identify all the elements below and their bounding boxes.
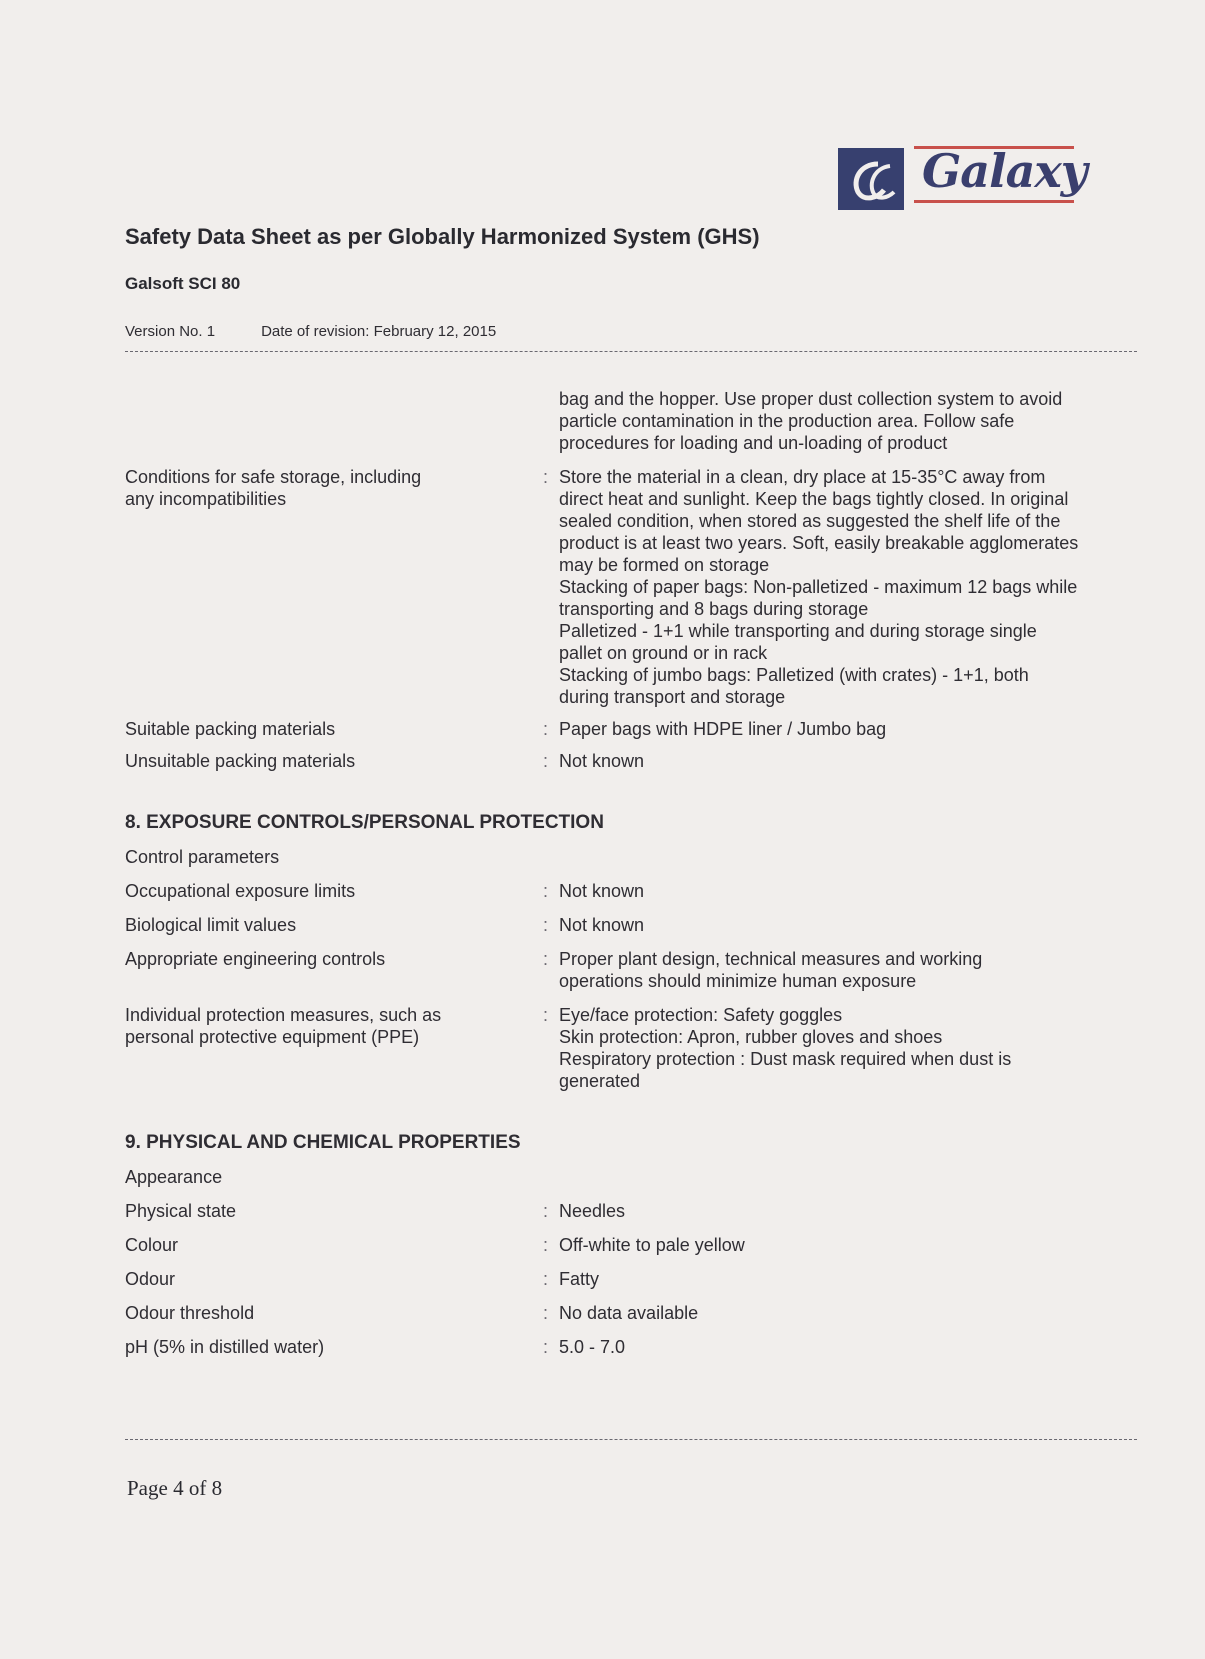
colon-separator: : (543, 1005, 549, 1025)
document-body (125, 388, 1137, 1358)
colon-separator: : (543, 881, 549, 901)
ph-label: pH (5% in distilled water) (125, 1337, 325, 1357)
engineering-controls-value: Proper plant design, technical measures and working operations should minimize human exposure (559, 949, 983, 991)
colon-separator: : (543, 915, 549, 935)
ppe-row (125, 1004, 1137, 1092)
appearance-label: Appearance (125, 1167, 223, 1187)
appearance-row (125, 1166, 1137, 1188)
colour-row (125, 1234, 1137, 1256)
colon-separator: : (543, 1235, 549, 1255)
odour-row (125, 1268, 1137, 1290)
product-name: Galsoft SCI 80 (125, 274, 241, 293)
footer-divider (125, 1439, 1137, 1440)
physical-state-label: Physical state (125, 1201, 237, 1221)
physical-state-value: Needles (559, 1201, 626, 1221)
header-divider (125, 351, 1137, 352)
physical-state-row (125, 1200, 1137, 1222)
colon-separator: : (543, 1269, 549, 1289)
control-parameters-row (125, 846, 1137, 868)
unsuitable-packing-row (125, 750, 1137, 772)
exposure-limits-label: Occupational exposure limits (125, 881, 356, 901)
storage-row (125, 466, 1137, 708)
exposure-limits-row (125, 880, 1137, 902)
exposure-limits-value: Not known (559, 881, 645, 901)
engineering-controls-row (125, 948, 1137, 992)
ppe-label: Individual protection measures, such as personal protective equipment (PPE) (125, 1005, 442, 1047)
ph-value: 5.0 - 7.0 (559, 1337, 626, 1357)
section-8-heading: 8. EXPOSURE CONTROLS/PERSONAL PROTECTION (125, 812, 604, 833)
suitable-packing-row (125, 718, 1137, 740)
page-title: Safety Data Sheet as per Globally Harmonized System (GHS) (125, 224, 760, 249)
galaxy-logo (838, 140, 1087, 224)
ppe-value: Eye/face protection: Safety goggles Skin protection: Apron, rubber gloves and shoes Respiratory protection : Dust mask required when dust is generated (559, 1005, 1012, 1091)
control-parameters-label: Control parameters (125, 847, 280, 867)
odour-value: Fatty (559, 1269, 600, 1289)
colon-separator: : (543, 467, 549, 487)
colon-separator: : (543, 949, 549, 969)
colon-separator: : (543, 751, 549, 771)
continuation-text: bag and the hopper. Use proper dust collection system to avoid particle contamination in the production area. Follow safe procedures for loading and un-loading of product (559, 389, 1063, 453)
galaxy-logo-word: Galaxy (922, 144, 1087, 198)
section-9-heading: 9. PHYSICAL AND CHEMICAL PROPERTIES (125, 1132, 521, 1153)
version-line (125, 323, 496, 340)
colon-separator: : (543, 1303, 549, 1323)
odour-label: Odour (125, 1269, 176, 1289)
colour-value: Off-white to pale yellow (559, 1235, 745, 1255)
continuation-row (125, 388, 1137, 454)
unsuitable-packing-value: Not known (559, 751, 645, 771)
odour-threshold-label: Odour threshold (125, 1303, 255, 1323)
biological-limits-label: Biological limit values (125, 915, 297, 935)
revision-date: Date of revision: February 12, 2015 (261, 323, 497, 340)
odour-threshold-value: No data available (559, 1303, 699, 1323)
engineering-controls-label: Appropriate engineering controls (125, 949, 386, 969)
ph-row (125, 1336, 1137, 1358)
storage-value: Store the material in a clean, dry place at 15-35°C away from direct heat and sunlight. Keep the bags tightly closed. In original sealed condition, when stored as suggested the shelf life of the product is at least two years. Soft, easily breakable agglomerates may be formed on storage Stacking of paper bags: Non-palletized - maximum 12 bags while transporting and 8 bags during storage Palletized - 1+1 while transporting and during storage single pallet on ground or in rack Stacking of jumbo bags: Palletized (with crates) - 1+1, both during transport and storage (559, 467, 1079, 707)
colon-separator: : (543, 1337, 549, 1357)
unsuitable-packing-label: Unsuitable packing materials (125, 751, 356, 771)
odour-threshold-row (125, 1302, 1137, 1324)
biological-limits-value: Not known (559, 915, 645, 935)
storage-label: Conditions for safe storage, including any incompatibilities (125, 467, 422, 509)
colon-separator: : (543, 719, 549, 739)
suitable-packing-label: Suitable packing materials (125, 719, 336, 739)
colour-label: Colour (125, 1235, 179, 1255)
version-number: Version No. 1 (125, 323, 216, 340)
colon-separator: : (543, 1201, 549, 1221)
suitable-packing-value: Paper bags with HDPE liner / Jumbo bag (559, 719, 887, 739)
page-number: Page 4 of 8 (127, 1476, 223, 1500)
biological-limits-row (125, 914, 1137, 936)
